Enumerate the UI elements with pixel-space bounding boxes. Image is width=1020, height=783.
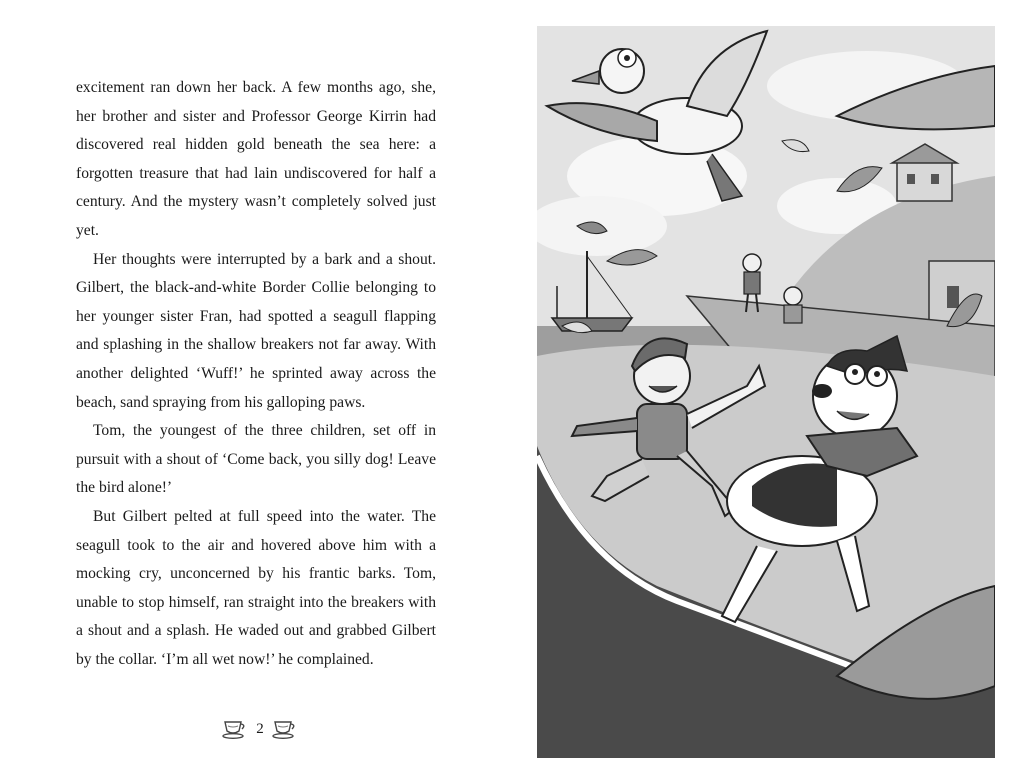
paragraph: Her thoughts were interrupted by a bark and a shout. Gilbert, the black-and-white Border Collie belonging to her younger sister Fran, had spotted a seagull flapping and splashing in the shallow breakers not far away. With another delighted ‘Wuff!’ he sprinted away across the beach, sand spraying from his galloping paws. (76, 250, 436, 411)
child-figure (784, 287, 802, 305)
paragraph: Tom, the youngest of the three children, set off in pursuit with a shout of ‘Come back, you silly dog! Leave the bird alone!’ (76, 422, 436, 497)
paragraph: But Gilbert pelted at full speed into the water. The seagull took to the air and hovered above him with a mocking cry, unconcerned by his frantic barks. Tom, unable to stop himself, ran straight into the breakers with a shout and a splash. He waded out and grabbed Gilbert by the collar. ‘I’m all wet now!’ he complained. (76, 507, 436, 668)
paragraph: excitement ran down her back. A few months ago, she, her brother and sister and Professor George Kirrin had discovered real hidden gold beneath the sea here: a forgotten treasure that had lain undiscovered for half a century. And the mystery wasn’t completely solved just yet. (76, 79, 436, 239)
teacup-icon (222, 718, 248, 740)
page-footer (200, 716, 320, 742)
child-figure (743, 254, 761, 272)
house (897, 161, 952, 201)
illustration-beach-chase (537, 26, 995, 758)
left-page-text (76, 74, 436, 674)
boat (552, 318, 632, 331)
page-number: 2 (256, 720, 264, 737)
teacup-icon (272, 718, 298, 740)
